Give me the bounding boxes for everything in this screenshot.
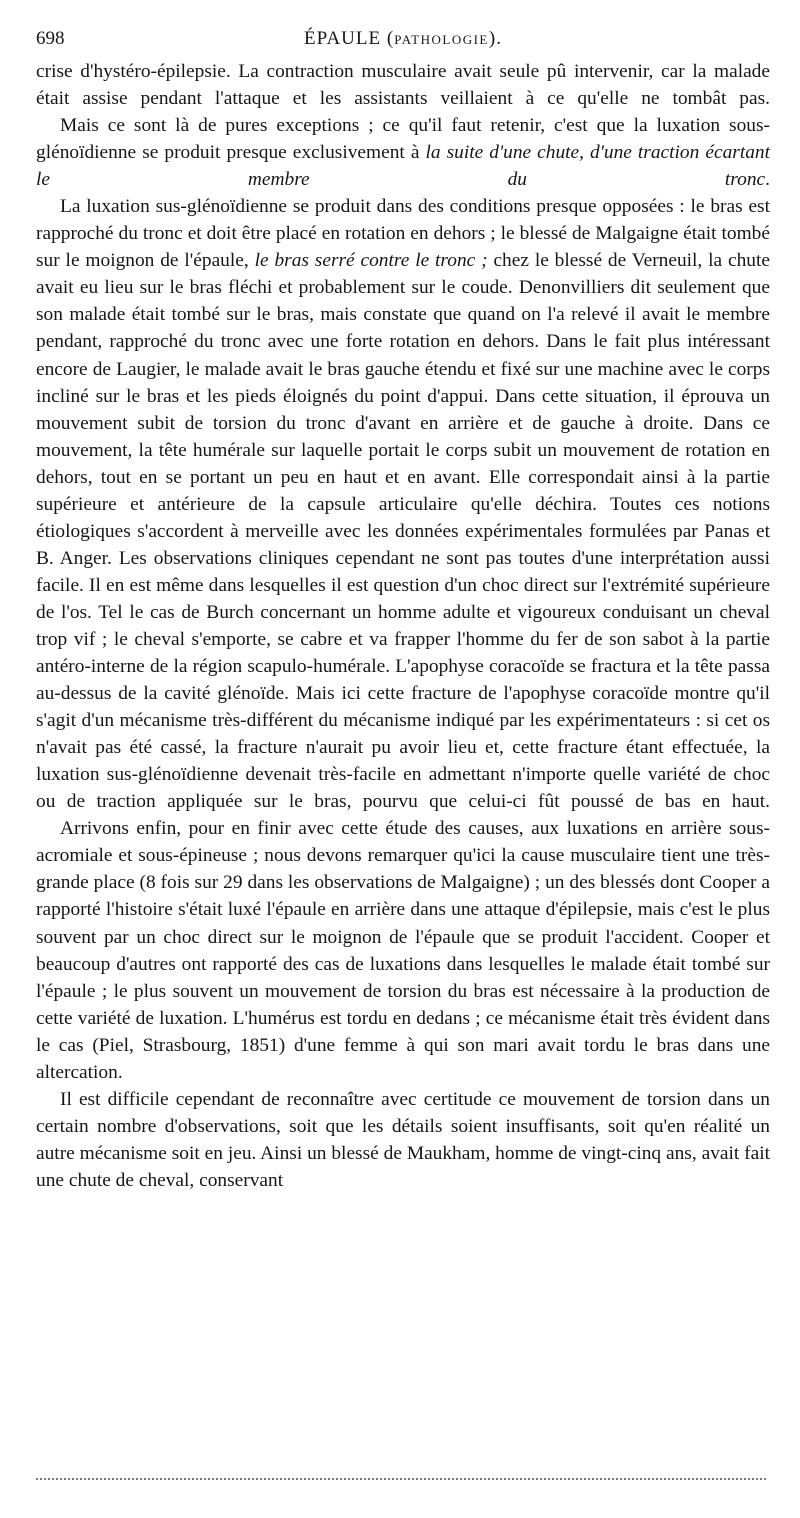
text-run: Il est difficile cependant de reconnaître avec certitude ce mouvement de torsion dans un certain nombre d'observations, soit que les détails soient insuffisants, soit qu'en réalité un autre mécanisme soit en jeu. Ainsi un blessé de Maukham, homme de vingt-cinq ans, avait fait une chute de cheval, conservant [36, 1088, 770, 1191]
paragraph-sus-glenoidienne [36, 193, 770, 815]
footer-dotted-rule [36, 1478, 766, 1480]
paragraph-continuation [36, 58, 770, 112]
text-run: La luxation sus-glénoïdienne se produit dans des conditions presque opposées : le bras est rapproché du tronc et doit être placé en rotation en dehors ; le blessé de Malgaigne était tombé sur le moignon de l'épaule, [36, 196, 770, 272]
text-run: . [765, 169, 770, 191]
paragraph-difficile [36, 1086, 770, 1194]
running-title-open: ( [381, 28, 395, 49]
text-run: Arrivons enfin, pour en finir avec cette étude des causes, aux luxations en arrière sous-acromiale et sous-épineuse ; nous devons remarquer qu'ici la cause musculaire tient une très-grande place (8 fois sur 29 dans les observations de Malgaigne) ; un des blessés dont Cooper a rapporté l'histoire s'était luxé l'épaule en arrière dans une attaque d'épilepsie, mais c'est le plus souvent par un choc direct sur le moignon de l'épaule que se produit l'accident. Cooper et beaucoup d'autres ont rapporté des cas de luxations dans lesquelles le malade était tombé sur l'épaule ; le plus souvent un mouvement de torsion du bras est nécessaire à la production de cette variété de luxation. L'humérus est tordu en dedans ; ce mécanisme était très évident dans le cas (Piel, Strasbourg, 1851) d'une femme à qui son mari avait tordu le bras dans une altercation. [36, 818, 770, 1083]
page-number: 698 [36, 28, 65, 49]
body-text [36, 58, 770, 1194]
text-run: Mais ce sont là de pures exceptions ; ce qu'il faut retenir, c'est que la luxation sous-glénoïdienne se produit presque exclusivement à [36, 115, 770, 164]
text-run: chez le blessé de Verneuil, la chute avait eu lieu sur le bras fléchi et probablement sur le coude. Denonvilliers dit seulement que son malade était tombé sur le bras, mais constate que quand on l'a relevé il avait le membre pendant, rapproché du tronc avec une forte rotation en dehors. Dans le fait plus intéressant encore de Laugier, le malade avait le bras gauche étendu et fixé sur une machine avec le corps incliné sur le bras et les pieds éloignés du point d'appui. Dans cette situation, il éprouva un mouvement subit de torsion du tronc d'avant en arrière et de gauche à droite. Dans ce mouvement, la tête humérale sur laquelle portait le corps subit un mouvement de rotation en dehors, tout en se portant un peu en haut et en avant. Elle correspondait ainsi à la partie supérieure et antérieure de la capsule articulaire qu'elle déchira. Toutes ces notions étiologiques s'accordent à merveille avec les données expérimentales formulées par Panas et B. Anger. Les observations cliniques cependant ne sont pas toutes d'une interprétation aussi facile. Il en est même dans lesquelles il est question d'un choc direct sur l'extrémité supérieure de l'os. Tel le cas de Burch concernant un homme adulte et vigoureux conduisant un cheval trop vif ; le cheval s'emporte, se cabre et va frapper l'homme du fer de son sabot à la partie antéro-interne de la région scapulo-humérale. L'apophyse coracoïde se fractura et la tête passa au-dessus de la cavité glénoïde. Mais ici cette fracture de l'apophyse coracoïde montre qu'il s'agit d'un mécanisme très-différent du mécanisme indiqué par les expérimentateurs : si cet os n'avait pas été cassé, la fracture n'aurait pu avoir lieu et, cette fracture étant effectuée, la luxation sus-glénoïdienne devenait très-facile en admettant n'importe quelle variété de choc ou de traction appliquée sur le bras, pourvu que celui-ci fût poussé de bas en haut. [36, 250, 770, 813]
italic-text: la suite d'une chute, d'une traction écartant le membre du tronc [36, 142, 770, 191]
page-header [36, 28, 770, 58]
text-run: crise d'hystéro-épilepsie. La contraction musculaire avait seule pû intervenir, car la malade était assise pendant l'attaque et les assistants veillaient à ce qu'elle ne tombât pas. [36, 61, 770, 110]
document-page [36, 28, 770, 1194]
running-title-close: ). [488, 28, 502, 49]
running-title [36, 28, 770, 50]
paragraph-exceptions [36, 112, 770, 193]
italic-text: le bras serré contre le tronc ; [254, 250, 488, 272]
running-title-subject: PATHOLOGIE [394, 32, 489, 47]
paragraph-luxations-en-arriere [36, 815, 770, 1085]
running-title-main: ÉPAULE [304, 28, 382, 49]
